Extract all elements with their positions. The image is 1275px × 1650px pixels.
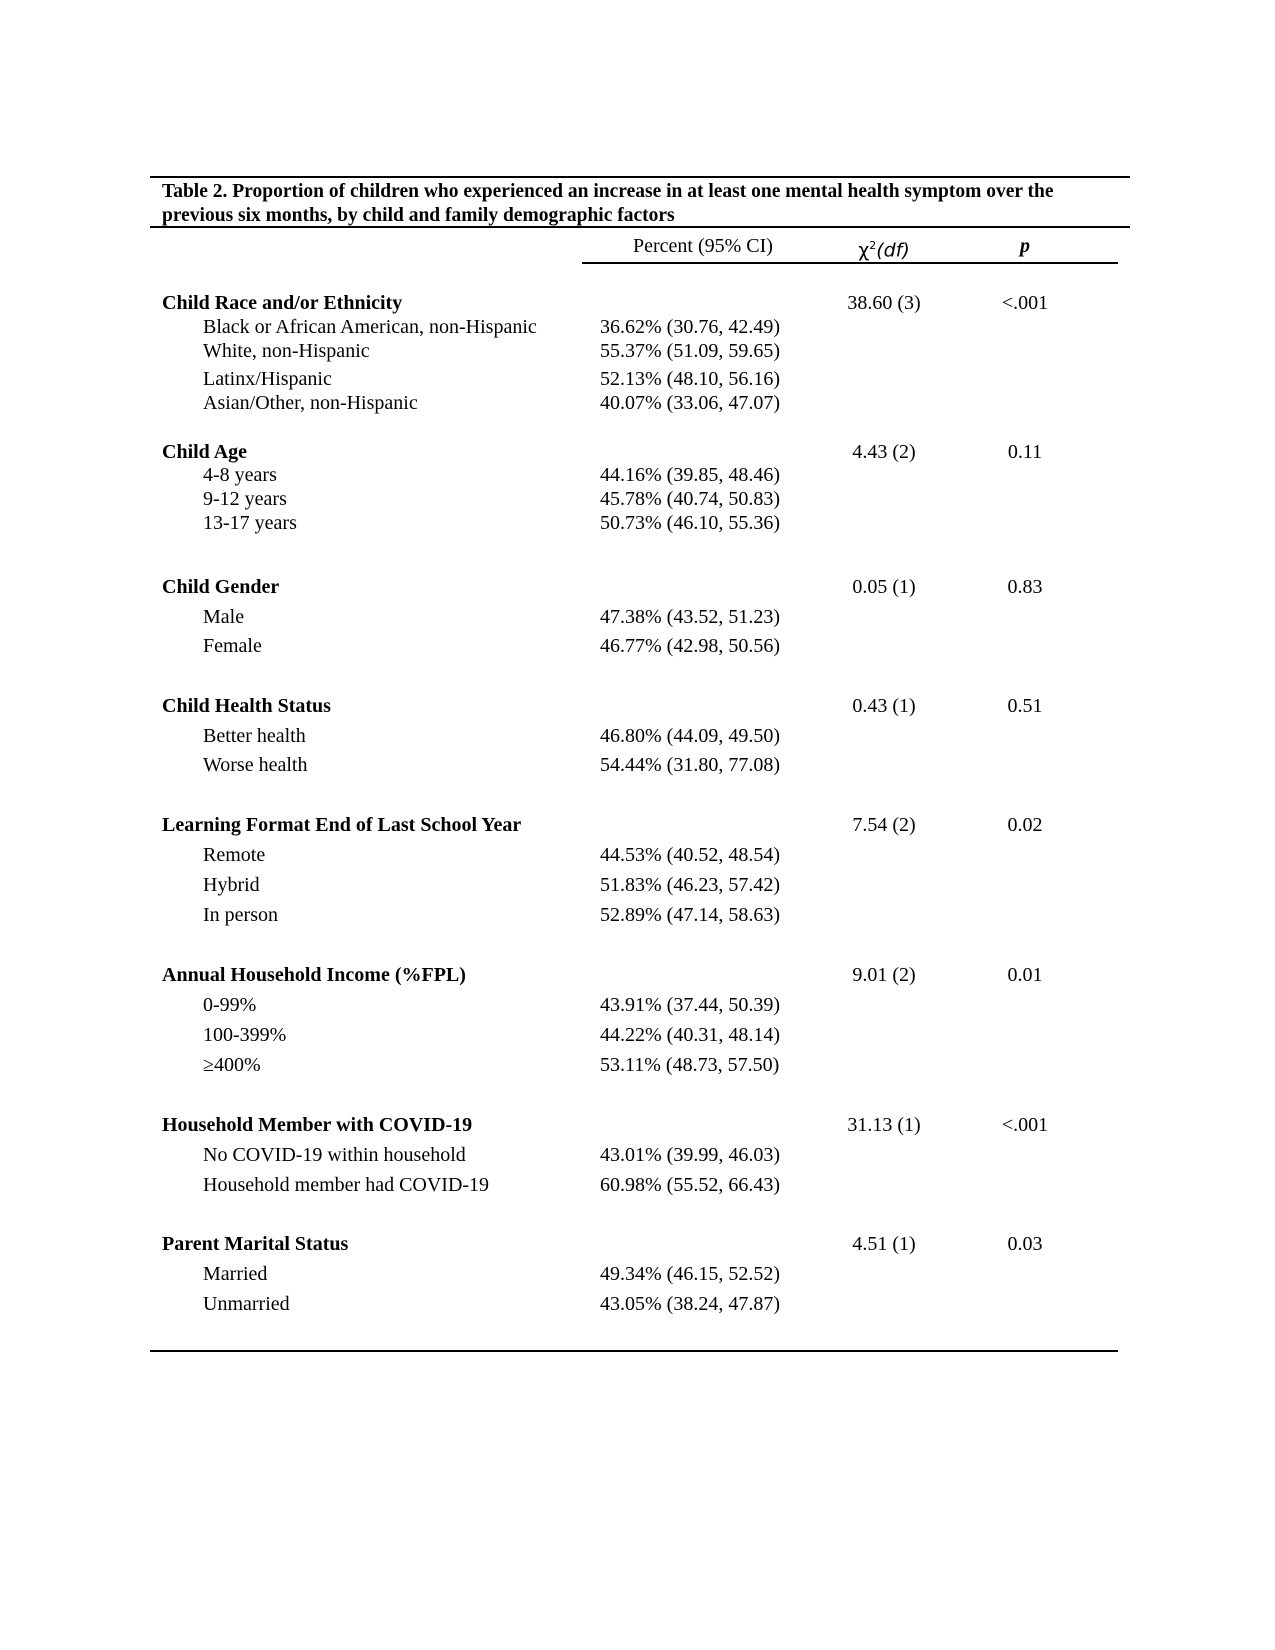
- row-label: Asian/Other, non-Hispanic: [203, 392, 418, 414]
- chi-square-value: 0.43 (1): [852, 695, 916, 717]
- table-caption: Table 2. Proportion of children who experienced an increase in at least one mental health symptom over the previous six months, by child and family demographic factors: [162, 181, 1054, 226]
- caption-bottom-rule: [150, 226, 1130, 228]
- row-percent: 52.13% (48.10, 56.16): [600, 368, 780, 390]
- row-percent: 51.83% (46.23, 57.42): [600, 874, 780, 896]
- row-percent: 45.78% (40.74, 50.83): [600, 488, 780, 510]
- chi-square-value: 4.51 (1): [852, 1233, 916, 1255]
- row-label: Black or African American, non-Hispanic: [203, 316, 537, 338]
- chi-square-value: 9.01 (2): [852, 964, 916, 986]
- group-label: Child Race and/or Ethnicity: [162, 292, 403, 314]
- row-percent: 43.01% (39.99, 46.03): [600, 1144, 780, 1166]
- header-chi-square: [824, 234, 944, 262]
- row-label: 4-8 years: [203, 464, 277, 486]
- group-label: Annual Household Income (%FPL): [162, 964, 466, 986]
- row-label: 13-17 years: [203, 512, 297, 534]
- row-label: 0-99%: [203, 994, 257, 1016]
- p-value: 0.02: [1007, 814, 1043, 836]
- group-label: Household Member with COVID-19: [162, 1114, 473, 1136]
- p-value: 0.51: [1007, 695, 1043, 717]
- header-chi-symbol: χ: [858, 239, 870, 262]
- p-value: 0.11: [1007, 441, 1043, 463]
- row-label: Remote: [203, 844, 266, 866]
- group-label: Child Age: [162, 441, 248, 463]
- row-label: Hybrid: [203, 874, 260, 896]
- header-p-value: p: [1020, 235, 1030, 257]
- group-label: Child Gender: [162, 576, 280, 598]
- row-label: 100-399%: [203, 1024, 287, 1046]
- row-percent: 54.44% (31.80, 77.08): [600, 754, 780, 776]
- row-percent: 44.53% (40.52, 48.54): [600, 844, 780, 866]
- chi-square-value: 0.05 (1): [852, 576, 916, 598]
- p-value: <.001: [1001, 1114, 1049, 1136]
- group-label: Child Health Status: [162, 695, 331, 717]
- row-label: In person: [203, 904, 278, 926]
- row-percent: 40.07% (33.06, 47.07): [600, 392, 780, 414]
- row-percent: 55.37% (51.09, 59.65): [600, 340, 780, 362]
- row-percent: 49.34% (46.15, 52.52): [600, 1263, 780, 1285]
- header-rule-percent: [582, 262, 824, 264]
- chi-square-value: 7.54 (2): [852, 814, 916, 836]
- row-percent: 46.77% (42.98, 50.56): [600, 635, 780, 657]
- row-label: Latinx/Hispanic: [203, 368, 332, 390]
- row-percent: 44.22% (40.31, 48.14): [600, 1024, 780, 1046]
- header-percent: Percent (95% CI): [633, 235, 773, 257]
- row-label: Household member had COVID-19: [203, 1174, 490, 1196]
- group-label: Learning Format End of Last School Year: [162, 814, 522, 836]
- p-value: 0.03: [1007, 1233, 1043, 1255]
- row-percent: 50.73% (46.10, 55.36): [600, 512, 780, 534]
- row-label: White, non-Hispanic: [203, 340, 370, 362]
- row-percent: 53.11% (48.73, 57.50): [600, 1054, 780, 1076]
- chi-square-value: 38.60 (3): [847, 292, 921, 314]
- row-label: Unmarried: [203, 1293, 290, 1315]
- table-top-rule: [150, 176, 1130, 178]
- header-rule-stats: [824, 262, 1118, 264]
- table-bottom-rule: [150, 1350, 1118, 1352]
- row-percent: 43.91% (37.44, 50.39): [600, 994, 780, 1016]
- chi-square-value: 4.43 (2): [852, 441, 916, 463]
- row-percent: 43.05% (38.24, 47.87): [600, 1293, 780, 1315]
- header-chi-df: (df): [876, 239, 910, 262]
- p-value: 0.01: [1007, 964, 1043, 986]
- group-label: Parent Marital Status: [162, 1233, 349, 1255]
- row-label: Better health: [203, 725, 306, 747]
- row-percent: 36.62% (30.76, 42.49): [600, 316, 780, 338]
- header-chi-superscript: 2: [869, 239, 877, 252]
- row-label: Male: [203, 606, 245, 628]
- row-label: No COVID-19 within household: [203, 1144, 466, 1166]
- row-percent: 47.38% (43.52, 51.23): [600, 606, 780, 628]
- row-label: Married: [203, 1263, 268, 1285]
- p-value: 0.83: [1007, 576, 1043, 598]
- row-percent: 60.98% (55.52, 66.43): [600, 1174, 780, 1196]
- row-label: Female: [203, 635, 262, 657]
- row-percent: 52.89% (47.14, 58.63): [600, 904, 780, 926]
- row-percent: 44.16% (39.85, 48.46): [600, 464, 780, 486]
- row-label: Worse health: [203, 754, 308, 776]
- row-label: 9-12 years: [203, 488, 287, 510]
- row-percent: 46.80% (44.09, 49.50): [600, 725, 780, 747]
- row-label: ≥400%: [203, 1054, 261, 1076]
- chi-square-value: 31.13 (1): [847, 1114, 921, 1136]
- p-value: <.001: [1001, 292, 1049, 314]
